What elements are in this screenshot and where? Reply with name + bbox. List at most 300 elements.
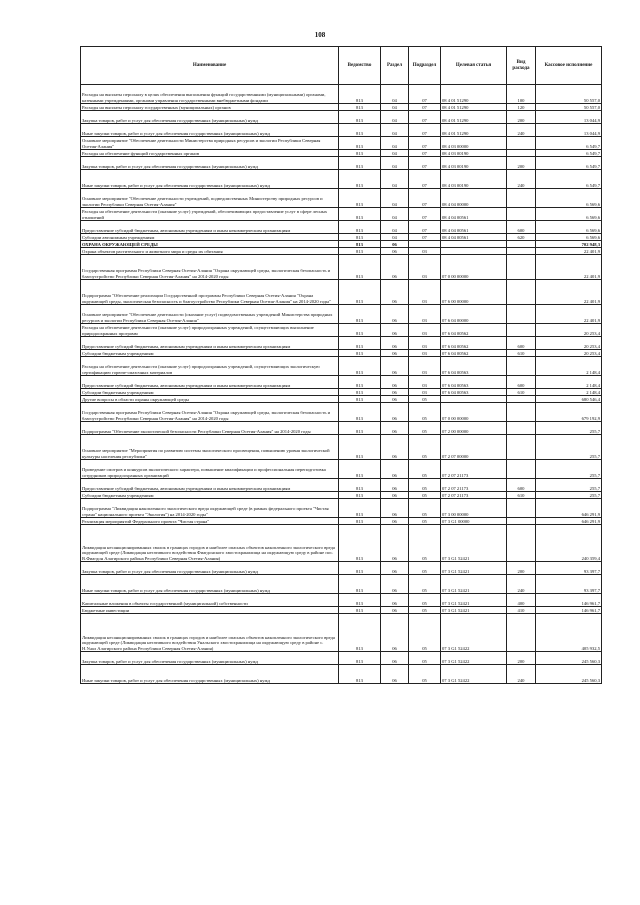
- cell-subsection: 05: [409, 492, 441, 499]
- cell-subsection: [409, 241, 441, 248]
- cell-subsection: 05: [409, 575, 441, 594]
- cell-article: 07 6 04 00562: [441, 350, 507, 357]
- cell-amount: 255,7: [536, 492, 602, 499]
- cell-amount: 13 044,9: [536, 111, 602, 124]
- cell-article: 07 3 G1 52422: [441, 665, 507, 684]
- cell-section: 04: [381, 150, 409, 157]
- cell-amount: 255,7: [536, 460, 602, 479]
- table-body: [81, 85, 602, 684]
- cell-dept: 813: [339, 357, 381, 376]
- cell-article: 07 3 G1 52421: [441, 575, 507, 594]
- cell-dept: 813: [339, 518, 381, 525]
- cell-article: 08 4 03 00190: [441, 150, 507, 157]
- cell-article: 08 4 03 00000: [441, 137, 507, 150]
- cell-dept: 813: [339, 104, 381, 111]
- cell-amount: 646 291,9: [536, 518, 602, 525]
- cell-article: 08 4 04 00561: [441, 208, 507, 221]
- cell-exp-type: [507, 357, 536, 376]
- cell-dept: 813: [339, 111, 381, 124]
- cell-exp-type: [507, 499, 536, 518]
- cell-section: 06: [381, 460, 409, 479]
- cell-amount: 50 557,0: [536, 104, 602, 111]
- cell-subsection: 05: [409, 479, 441, 492]
- cell-dept: 813: [339, 460, 381, 479]
- cell-name: Иные закупки товаров, работ и услуг для обеспечения государственных (муниципальных) нужд: [81, 575, 339, 594]
- cell-name: Закупка товаров, работ и услуг для обеспечения государственных (муниципальных) нужд: [81, 111, 339, 124]
- cell-article: 07 2 00 00000: [441, 422, 507, 435]
- cell-dept: 813: [339, 255, 381, 280]
- cell-dept: 813: [339, 594, 381, 607]
- cell-subsection: 05: [409, 652, 441, 665]
- cell-amount: 93 397,7: [536, 575, 602, 594]
- cell-exp-type: 620: [507, 234, 536, 241]
- cell-amount: 240 359,4: [536, 525, 602, 562]
- cell-amount: 6 549,7: [536, 157, 602, 170]
- cell-exp-type: [507, 460, 536, 479]
- cell-dept: 813: [339, 607, 381, 614]
- cell-exp-type: [507, 241, 536, 248]
- cell-dept: 813: [339, 403, 381, 422]
- cell-subsection: 03: [409, 305, 441, 324]
- table-row: [81, 614, 602, 652]
- cell-name: Иные закупки товаров, работ и услуг для обеспечения государственных (муниципальных) нужд: [81, 170, 339, 189]
- cell-name: Закупка товаров, работ и услуг для обеспечения государственных (муниципальных) нужд: [81, 562, 339, 575]
- cell-article: 07 3 G1 52421: [441, 607, 507, 614]
- cell-section: 04: [381, 170, 409, 189]
- header-section: Раздел: [381, 47, 409, 85]
- cell-amount: 20 253,4: [536, 324, 602, 337]
- cell-dept: 813: [339, 137, 381, 150]
- table-row: [81, 208, 602, 221]
- cell-name: Подпрограмма "Обеспечение экологической безопасности Республики Северная Осетия-Алания" на 2014-2020 годы: [81, 422, 339, 435]
- cell-dept: 813: [339, 479, 381, 492]
- cell-article: 07 6 04 00563: [441, 357, 507, 376]
- cell-exp-type: [507, 403, 536, 422]
- cell-amount: 2 148,4: [536, 376, 602, 389]
- cell-dept: 813: [339, 350, 381, 357]
- cell-article: 07 6 04 00562: [441, 324, 507, 337]
- cell-exp-type: [507, 324, 536, 337]
- cell-amount: 646 291,9: [536, 499, 602, 518]
- cell-section: 06: [381, 396, 409, 403]
- cell-exp-type: [507, 305, 536, 324]
- cell-subsection: 05: [409, 594, 441, 607]
- cell-subsection: 07: [409, 111, 441, 124]
- cell-name: Бюджетные инвестиции: [81, 607, 339, 614]
- cell-subsection: 05: [409, 562, 441, 575]
- cell-name: Предоставление субсидий бюджетным, автономным учреждениям и иным некоммерческим организациям: [81, 376, 339, 389]
- cell-amount: 146 961,7: [536, 607, 602, 614]
- cell-name: Предоставление субсидий бюджетным, автономным учреждениям и иным некоммерческим организациям: [81, 479, 339, 492]
- cell-section: 06: [381, 422, 409, 435]
- cell-article: 08 4 03 00190: [441, 157, 507, 170]
- cell-article: 07 3 00 00000: [441, 499, 507, 518]
- cell-subsection: 07: [409, 124, 441, 137]
- cell-dept: 813: [339, 150, 381, 157]
- cell-dept: 813: [339, 85, 381, 104]
- cell-amount: 22 401,9: [536, 305, 602, 324]
- cell-subsection: 05: [409, 435, 441, 460]
- cell-section: 04: [381, 137, 409, 150]
- cell-name: Предоставление субсидий бюджетным, автономным учреждениям и иным некоммерческим организациям: [81, 337, 339, 350]
- cell-subsection: 07: [409, 234, 441, 241]
- cell-exp-type: [507, 396, 536, 403]
- cell-exp-type: [507, 248, 536, 255]
- cell-subsection: 07: [409, 170, 441, 189]
- cell-subsection: 03: [409, 357, 441, 376]
- cell-subsection: 05: [409, 518, 441, 525]
- table-row: [81, 104, 602, 111]
- cell-exp-type: [507, 525, 536, 562]
- cell-exp-type: 600: [507, 221, 536, 234]
- table-row: [81, 221, 602, 234]
- table-row: [81, 234, 602, 241]
- cell-exp-type: 400: [507, 594, 536, 607]
- cell-article: [441, 241, 507, 248]
- cell-section: 06: [381, 594, 409, 607]
- cell-subsection: 05: [409, 525, 441, 562]
- cell-section: 04: [381, 111, 409, 124]
- cell-name: Субсидии бюджетным учреждениям: [81, 492, 339, 499]
- table-row: [81, 396, 602, 403]
- cell-dept: 813: [339, 170, 381, 189]
- cell-section: 04: [381, 189, 409, 208]
- table-row: [81, 157, 602, 170]
- cell-dept: 813: [339, 248, 381, 255]
- cell-article: [441, 396, 507, 403]
- cell-section: 06: [381, 614, 409, 652]
- cell-name: Закупка товаров, работ и услуг для обеспечения государственных (муниципальных) нужд: [81, 652, 339, 665]
- cell-amount: 255,7: [536, 422, 602, 435]
- table-row: [81, 422, 602, 435]
- cell-dept: 813: [339, 221, 381, 234]
- cell-amount: 146 961,7: [536, 594, 602, 607]
- cell-section: 06: [381, 241, 409, 248]
- cell-name: Основное мероприятие "Обеспечение деятельности учреждений, подведомственных Министерству природных ресурсов и экологии Республики Северная Осетия-Алания": [81, 189, 339, 208]
- table-row: [81, 337, 602, 350]
- table-row: [81, 435, 602, 460]
- cell-exp-type: 600: [507, 376, 536, 389]
- table-row: [81, 607, 602, 614]
- cell-name: Расходы на обеспечение деятельности (оказание услуг) природоохранных учреждений, осуществляющих экологическую сертификацию горюче-смазочных материалов: [81, 357, 339, 376]
- cell-name: Подпрограмма "Ликвидация накопленного экологического вреда окружающей среде (в рамках федерального проекта "Чистая страна" национального проекта "Экология") на 2014-2020 годы": [81, 499, 339, 518]
- cell-section: 06: [381, 575, 409, 594]
- header-subsection: Подраздел: [409, 47, 441, 85]
- cell-exp-type: [507, 614, 536, 652]
- cell-section: 06: [381, 305, 409, 324]
- cell-section: 06: [381, 337, 409, 350]
- cell-subsection: 05: [409, 607, 441, 614]
- table-row: [81, 137, 602, 150]
- cell-article: 08 4 01 51290: [441, 111, 507, 124]
- cell-subsection: 05: [409, 403, 441, 422]
- cell-subsection: 05: [409, 396, 441, 403]
- cell-section: 06: [381, 518, 409, 525]
- cell-name: Закупка товаров, работ и услуг для обеспечения государственных (муниципальных) нужд: [81, 157, 339, 170]
- cell-name: Ликвидация несанкционированных свалок в границах городов и наиболее опасных объектов накопленного экологического вреда окружающей среде (Ликвидация негативного воздействия Фиагдонского хвостохранилища на окружающую среду в районе пос. В.Фиагдон Алагирского района Республики Северная Осетия-Алания): [81, 525, 339, 562]
- cell-name: Охрана объектов растительного и животного мира и среды их обитания: [81, 248, 339, 255]
- cell-article: 07 2 07 21173: [441, 479, 507, 492]
- cell-name: ОХРАНА ОКРУЖАЮЩЕЙ СРЕДЫ: [81, 241, 339, 248]
- budget-execution-table: [80, 46, 602, 684]
- cell-subsection: 03: [409, 248, 441, 255]
- cell-section: 04: [381, 157, 409, 170]
- cell-amount: 6 569,6: [536, 234, 602, 241]
- cell-section: 06: [381, 492, 409, 499]
- cell-dept: 813: [339, 208, 381, 221]
- table-row: [81, 575, 602, 594]
- cell-article: 08 4 04 00561: [441, 221, 507, 234]
- table-row: [81, 376, 602, 389]
- header-exp-type: Вид расхода: [507, 47, 536, 85]
- cell-exp-type: [507, 280, 536, 305]
- cell-exp-type: [507, 422, 536, 435]
- table-row: [81, 170, 602, 189]
- table-row: [81, 665, 602, 684]
- table-row: [81, 111, 602, 124]
- cell-exp-type: 610: [507, 350, 536, 357]
- cell-name: Расходы на выплаты персоналу в целях обеспечения выполнения функций государственными (муниципальными) органами, казенными учреждениями, органами управления государственными внебюджетными фондами: [81, 85, 339, 104]
- cell-article: 07 3 G1 52422: [441, 614, 507, 652]
- cell-amount: 22 401,9: [536, 248, 602, 255]
- cell-section: 06: [381, 499, 409, 518]
- cell-subsection: 07: [409, 157, 441, 170]
- cell-article: 08 4 04 00000: [441, 189, 507, 208]
- cell-article: 07 6 00 00000: [441, 280, 507, 305]
- cell-exp-type: 120: [507, 104, 536, 111]
- header-article: Целевая статья: [441, 47, 507, 85]
- cell-dept: 813: [339, 305, 381, 324]
- cell-subsection: 03: [409, 376, 441, 389]
- cell-name: Иные закупки товаров, работ и услуг для обеспечения государственных (муниципальных) нужд: [81, 665, 339, 684]
- cell-name: Расходы на обеспечение функций государственных органов: [81, 150, 339, 157]
- cell-subsection: 03: [409, 389, 441, 396]
- cell-article: 07 0 00 00000: [441, 403, 507, 422]
- cell-amount: 2 148,4: [536, 389, 602, 396]
- cell-name: Основное мероприятие "Мероприятия по развитию системы экологического просвещения, повышению уровня экологической культуры населения республики": [81, 435, 339, 460]
- cell-name: Субсидии бюджетным учреждениям: [81, 389, 339, 396]
- cell-amount: 680 546,4: [536, 396, 602, 403]
- table-row: [81, 525, 602, 562]
- table-row: [81, 492, 602, 499]
- table-row: [81, 389, 602, 396]
- cell-subsection: 07: [409, 104, 441, 111]
- cell-section: 06: [381, 324, 409, 337]
- table-row: [81, 189, 602, 208]
- cell-exp-type: 600: [507, 479, 536, 492]
- cell-subsection: 05: [409, 460, 441, 479]
- cell-section: 06: [381, 665, 409, 684]
- cell-exp-type: 240: [507, 170, 536, 189]
- cell-section: 06: [381, 435, 409, 460]
- cell-amount: 702 948,3: [536, 241, 602, 248]
- cell-name: Ликвидация несанкционированных свалок в границах городов и наиболее опасных объектов накопленного экологического вреда окружающей среде (Ликвидация негативного воздействия Унальского хвостохранилища на окружающую среду в районе с. Н.Унал Алагирского района Республики Северная Осетия-Алания): [81, 614, 339, 652]
- table-row: [81, 518, 602, 525]
- cell-dept: 813: [339, 189, 381, 208]
- cell-exp-type: 410: [507, 607, 536, 614]
- cell-subsection: 07: [409, 150, 441, 157]
- table-row: [81, 479, 602, 492]
- cell-subsection: 05: [409, 614, 441, 652]
- cell-exp-type: 200: [507, 562, 536, 575]
- cell-exp-type: 200: [507, 652, 536, 665]
- cell-name: Иные закупки товаров, работ и услуг для обеспечения государственных (муниципальных) нужд: [81, 124, 339, 137]
- cell-amount: 405 932,5: [536, 614, 602, 652]
- table-row: [81, 124, 602, 137]
- table-row: [81, 403, 602, 422]
- table-row: [81, 150, 602, 157]
- table-row: [81, 460, 602, 479]
- cell-exp-type: [507, 150, 536, 157]
- cell-exp-type: [507, 208, 536, 221]
- cell-name: Капитальные вложения в объекты государственной (муниципальной) собственности: [81, 594, 339, 607]
- cell-name: Расходы на выплаты персоналу государственных (муниципальных) органов: [81, 104, 339, 111]
- cell-dept: 813: [339, 614, 381, 652]
- cell-amount: 6 549,7: [536, 170, 602, 189]
- cell-amount: 255,7: [536, 479, 602, 492]
- cell-article: 07 2 07 21173: [441, 460, 507, 479]
- table-header-row: [81, 47, 602, 85]
- cell-dept: 813: [339, 241, 381, 248]
- cell-dept: 813: [339, 499, 381, 518]
- cell-subsection: 07: [409, 221, 441, 234]
- cell-amount: 6 569,6: [536, 189, 602, 208]
- cell-name: Подпрограмма "Обеспечение реализации Государственной программы Республики Северная Осетия-Алания "Охрана окружающей среды, экологическая безопасность и благоустройство Республики Северная Осетия-Алания" на 2014-2020 годы": [81, 280, 339, 305]
- table-row: [81, 248, 602, 255]
- cell-article: 08 4 04 00561: [441, 234, 507, 241]
- cell-dept: 813: [339, 652, 381, 665]
- table-row: [81, 305, 602, 324]
- cell-amount: 50 557,0: [536, 85, 602, 104]
- cell-dept: 813: [339, 124, 381, 137]
- cell-dept: 813: [339, 376, 381, 389]
- cell-article: 07 0 00 00000: [441, 255, 507, 280]
- table-row: [81, 594, 602, 607]
- cell-dept: 813: [339, 422, 381, 435]
- cell-name: Проведение смотров и конкурсов экологического характера, повышение квалификации и профессиональная переподготовка сотрудников природоохранных организаций: [81, 460, 339, 479]
- cell-section: 06: [381, 376, 409, 389]
- cell-subsection: 03: [409, 280, 441, 305]
- cell-exp-type: [507, 189, 536, 208]
- cell-name: Предоставление субсидий бюджетным, автономным учреждениям и иным некоммерческим организациям: [81, 221, 339, 234]
- cell-amount: 6 549,7: [536, 137, 602, 150]
- table-row: [81, 255, 602, 280]
- cell-amount: 6 569,6: [536, 208, 602, 221]
- cell-exp-type: 200: [507, 157, 536, 170]
- cell-subsection: 07: [409, 85, 441, 104]
- cell-article: 07 6 04 00562: [441, 337, 507, 350]
- cell-article: 07 3 G1 52421: [441, 594, 507, 607]
- cell-section: 04: [381, 124, 409, 137]
- table-row: [81, 280, 602, 305]
- table-row: [81, 652, 602, 665]
- cell-subsection: 07: [409, 208, 441, 221]
- cell-article: 08 4 01 51290: [441, 104, 507, 111]
- header-dept: Ведомство: [339, 47, 381, 85]
- page-number: 108: [314, 31, 326, 39]
- cell-article: [441, 248, 507, 255]
- cell-exp-type: 240: [507, 124, 536, 137]
- cell-dept: 813: [339, 389, 381, 396]
- table-row: [81, 562, 602, 575]
- cell-dept: 813: [339, 665, 381, 684]
- cell-amount: 20 253,4: [536, 337, 602, 350]
- table-row: [81, 357, 602, 376]
- cell-section: 06: [381, 607, 409, 614]
- cell-amount: 255,7: [536, 435, 602, 460]
- cell-name: Реализация мероприятий Федерального проекта "Чистая страна": [81, 518, 339, 525]
- cell-section: 06: [381, 389, 409, 396]
- cell-exp-type: 200: [507, 111, 536, 124]
- cell-name: Основное мероприятие "Обеспечение деятельности (оказание услуг) подведомственных учреждений Министерства природных ресурсов и экологии Республики Северная Осетия-Алания": [81, 305, 339, 324]
- cell-amount: 22 401,9: [536, 280, 602, 305]
- table-row: [81, 241, 602, 248]
- cell-amount: 6 569,6: [536, 221, 602, 234]
- cell-subsection: 03: [409, 255, 441, 280]
- cell-amount: 13 044,9: [536, 124, 602, 137]
- cell-article: 07 2 07 21173: [441, 492, 507, 499]
- cell-subsection: 03: [409, 350, 441, 357]
- cell-exp-type: 600: [507, 337, 536, 350]
- cell-exp-type: 610: [507, 492, 536, 499]
- cell-article: 07 6 04 00000: [441, 305, 507, 324]
- cell-dept: 813: [339, 280, 381, 305]
- cell-amount: 20 253,4: [536, 350, 602, 357]
- cell-exp-type: 100: [507, 85, 536, 104]
- cell-subsection: 07: [409, 137, 441, 150]
- cell-name: Государственная программа Республики Северная Осетия-Алания "Охрана окружающей среды, экологическая безопасность и благоустройство Республики Северная Осетия-Алания" на 2014-2020 годы: [81, 255, 339, 280]
- cell-dept: 813: [339, 525, 381, 562]
- cell-article: 07 6 04 00563: [441, 389, 507, 396]
- cell-amount: 93 397,7: [536, 562, 602, 575]
- cell-amount: 2 148,4: [536, 357, 602, 376]
- cell-exp-type: [507, 255, 536, 280]
- cell-section: 06: [381, 403, 409, 422]
- cell-dept: 813: [339, 337, 381, 350]
- cell-exp-type: [507, 435, 536, 460]
- cell-section: 04: [381, 221, 409, 234]
- cell-amount: 6 549,7: [536, 150, 602, 157]
- cell-subsection: 05: [409, 499, 441, 518]
- cell-exp-type: [507, 137, 536, 150]
- cell-article: 07 3 G1 52422: [441, 652, 507, 665]
- cell-name: Субсидии автономным учреждениям: [81, 234, 339, 241]
- table-row: [81, 324, 602, 337]
- cell-amount: 245 560,3: [536, 665, 602, 684]
- cell-subsection: 07: [409, 189, 441, 208]
- cell-section: 04: [381, 234, 409, 241]
- header-amount: Кассовое исполнение: [536, 47, 602, 85]
- cell-section: 06: [381, 479, 409, 492]
- cell-section: 04: [381, 208, 409, 221]
- cell-subsection: 05: [409, 665, 441, 684]
- cell-subsection: 03: [409, 337, 441, 350]
- cell-section: 04: [381, 104, 409, 111]
- cell-section: 06: [381, 280, 409, 305]
- cell-article: 07 6 04 00563: [441, 376, 507, 389]
- cell-article: 07 3 G1 52421: [441, 525, 507, 562]
- cell-amount: 245 560,3: [536, 652, 602, 665]
- cell-exp-type: 610: [507, 389, 536, 396]
- cell-subsection: 05: [409, 422, 441, 435]
- cell-section: 04: [381, 85, 409, 104]
- table-row: [81, 499, 602, 518]
- cell-dept: 813: [339, 562, 381, 575]
- cell-section: 06: [381, 248, 409, 255]
- cell-exp-type: [507, 518, 536, 525]
- cell-dept: 813: [339, 492, 381, 499]
- cell-section: 06: [381, 652, 409, 665]
